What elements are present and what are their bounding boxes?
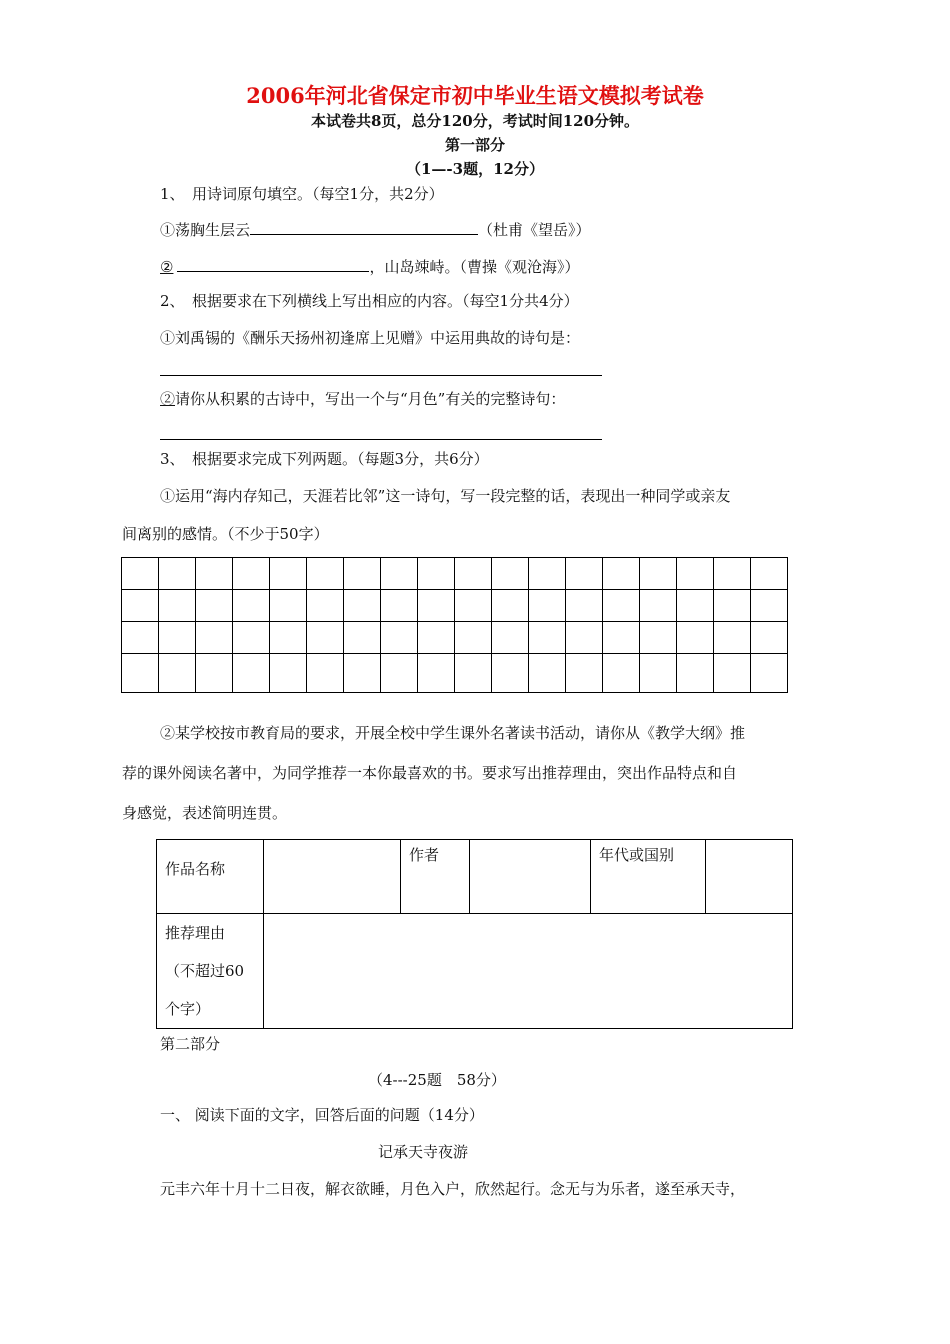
author-label: 作者 — [401, 840, 470, 914]
q1-b-suffix: ，山岛竦峙。（曹操《观沧海》） — [369, 258, 580, 276]
q2-b-answer-line[interactable] — [160, 439, 602, 440]
q1-b-blank[interactable] — [177, 255, 369, 272]
passage-line-1: 元丰六年十月十二日夜，解衣欲睡，月色入户，欣然起行。念无与为乐者，遂至承天寺， — [160, 1180, 746, 1198]
work-name-label: 作品名称 — [157, 840, 264, 914]
part1-range: （1—-3题，12分） — [406, 160, 544, 178]
author-cell[interactable] — [470, 840, 591, 914]
q2-b-num: ② — [160, 390, 176, 408]
q3-b-line2: 荐的课外阅读名著中，为同学推荐一本你最喜欢的书。要求写出推荐理由，突出作品特点和自 — [122, 764, 738, 782]
q1-a-suffix: （杜甫《望岳》） — [478, 221, 591, 239]
section1-heading: 一、 阅读下面的文字，回答后面的问题（14分） — [160, 1106, 484, 1124]
q1-stem: 1、 用诗词原句填空。（每空1分，共2分） — [160, 185, 444, 203]
q3-a-line2: 间离别的感情。（不少于50字） — [122, 525, 329, 543]
reason-label-3: 个字） — [165, 1000, 211, 1018]
part2-range: （4---25题 58分） — [368, 1071, 506, 1089]
era-cell[interactable] — [706, 840, 793, 914]
exam-info: 本试卷共8页，总分120分，考试时间120分钟。 — [310, 112, 640, 130]
reason-cell[interactable] — [264, 914, 793, 1029]
passage-title: 记承天寺夜游 — [378, 1143, 469, 1161]
q3-stem: 3、 根据要求完成下列两题。（每题3分，共6分） — [160, 450, 489, 468]
part1-heading: 第一部分 — [444, 136, 505, 154]
q2-a-answer-line[interactable] — [160, 375, 602, 376]
q3-b-line3: 身感觉，表述简明连贯。 — [122, 804, 288, 822]
q3-a-line1: ①运用“海内存知己，天涯若比邻”这一诗句，写一段完整的话，表现出一种同学或亲友 — [160, 487, 731, 505]
q1-b-num: ② — [160, 258, 174, 276]
exam-title: 2006年河北省保定市初中毕业生语文模拟考试卷 — [246, 83, 704, 108]
reason-label-1: 推荐理由 — [165, 924, 226, 942]
q2-item-b — [160, 388, 565, 409]
q3-b-line1: ②某学校按市教育局的要求，开展全校中学生课外名著读书活动，请你从《教学大纲》推 — [160, 724, 746, 742]
q2-item-a: ①刘禹锡的《酬乐天扬州初逢席上见赠》中运用典故的诗句是： — [160, 329, 581, 347]
reason-label-2: （不超过60 — [165, 962, 245, 980]
recommendation-table — [156, 839, 793, 1029]
q2-stem: 2、 根据要求在下列横线上写出相应的内容。（每空1分共4分） — [160, 292, 579, 310]
part2-heading: 第二部分 — [160, 1035, 221, 1053]
q1-item-b — [160, 255, 579, 277]
q1-a-prefix: ①荡胸生层云 — [160, 221, 251, 239]
era-label: 年代或国别 — [591, 840, 706, 914]
work-name-cell[interactable] — [264, 840, 401, 914]
reason-label — [157, 914, 264, 1029]
q1-item-a — [160, 218, 591, 240]
writing-grid[interactable] — [121, 557, 788, 693]
q2-b-text: 请你从积累的古诗中，写出一个与“月色”有关的完整诗句： — [175, 390, 566, 408]
q1-a-blank[interactable] — [250, 218, 478, 235]
